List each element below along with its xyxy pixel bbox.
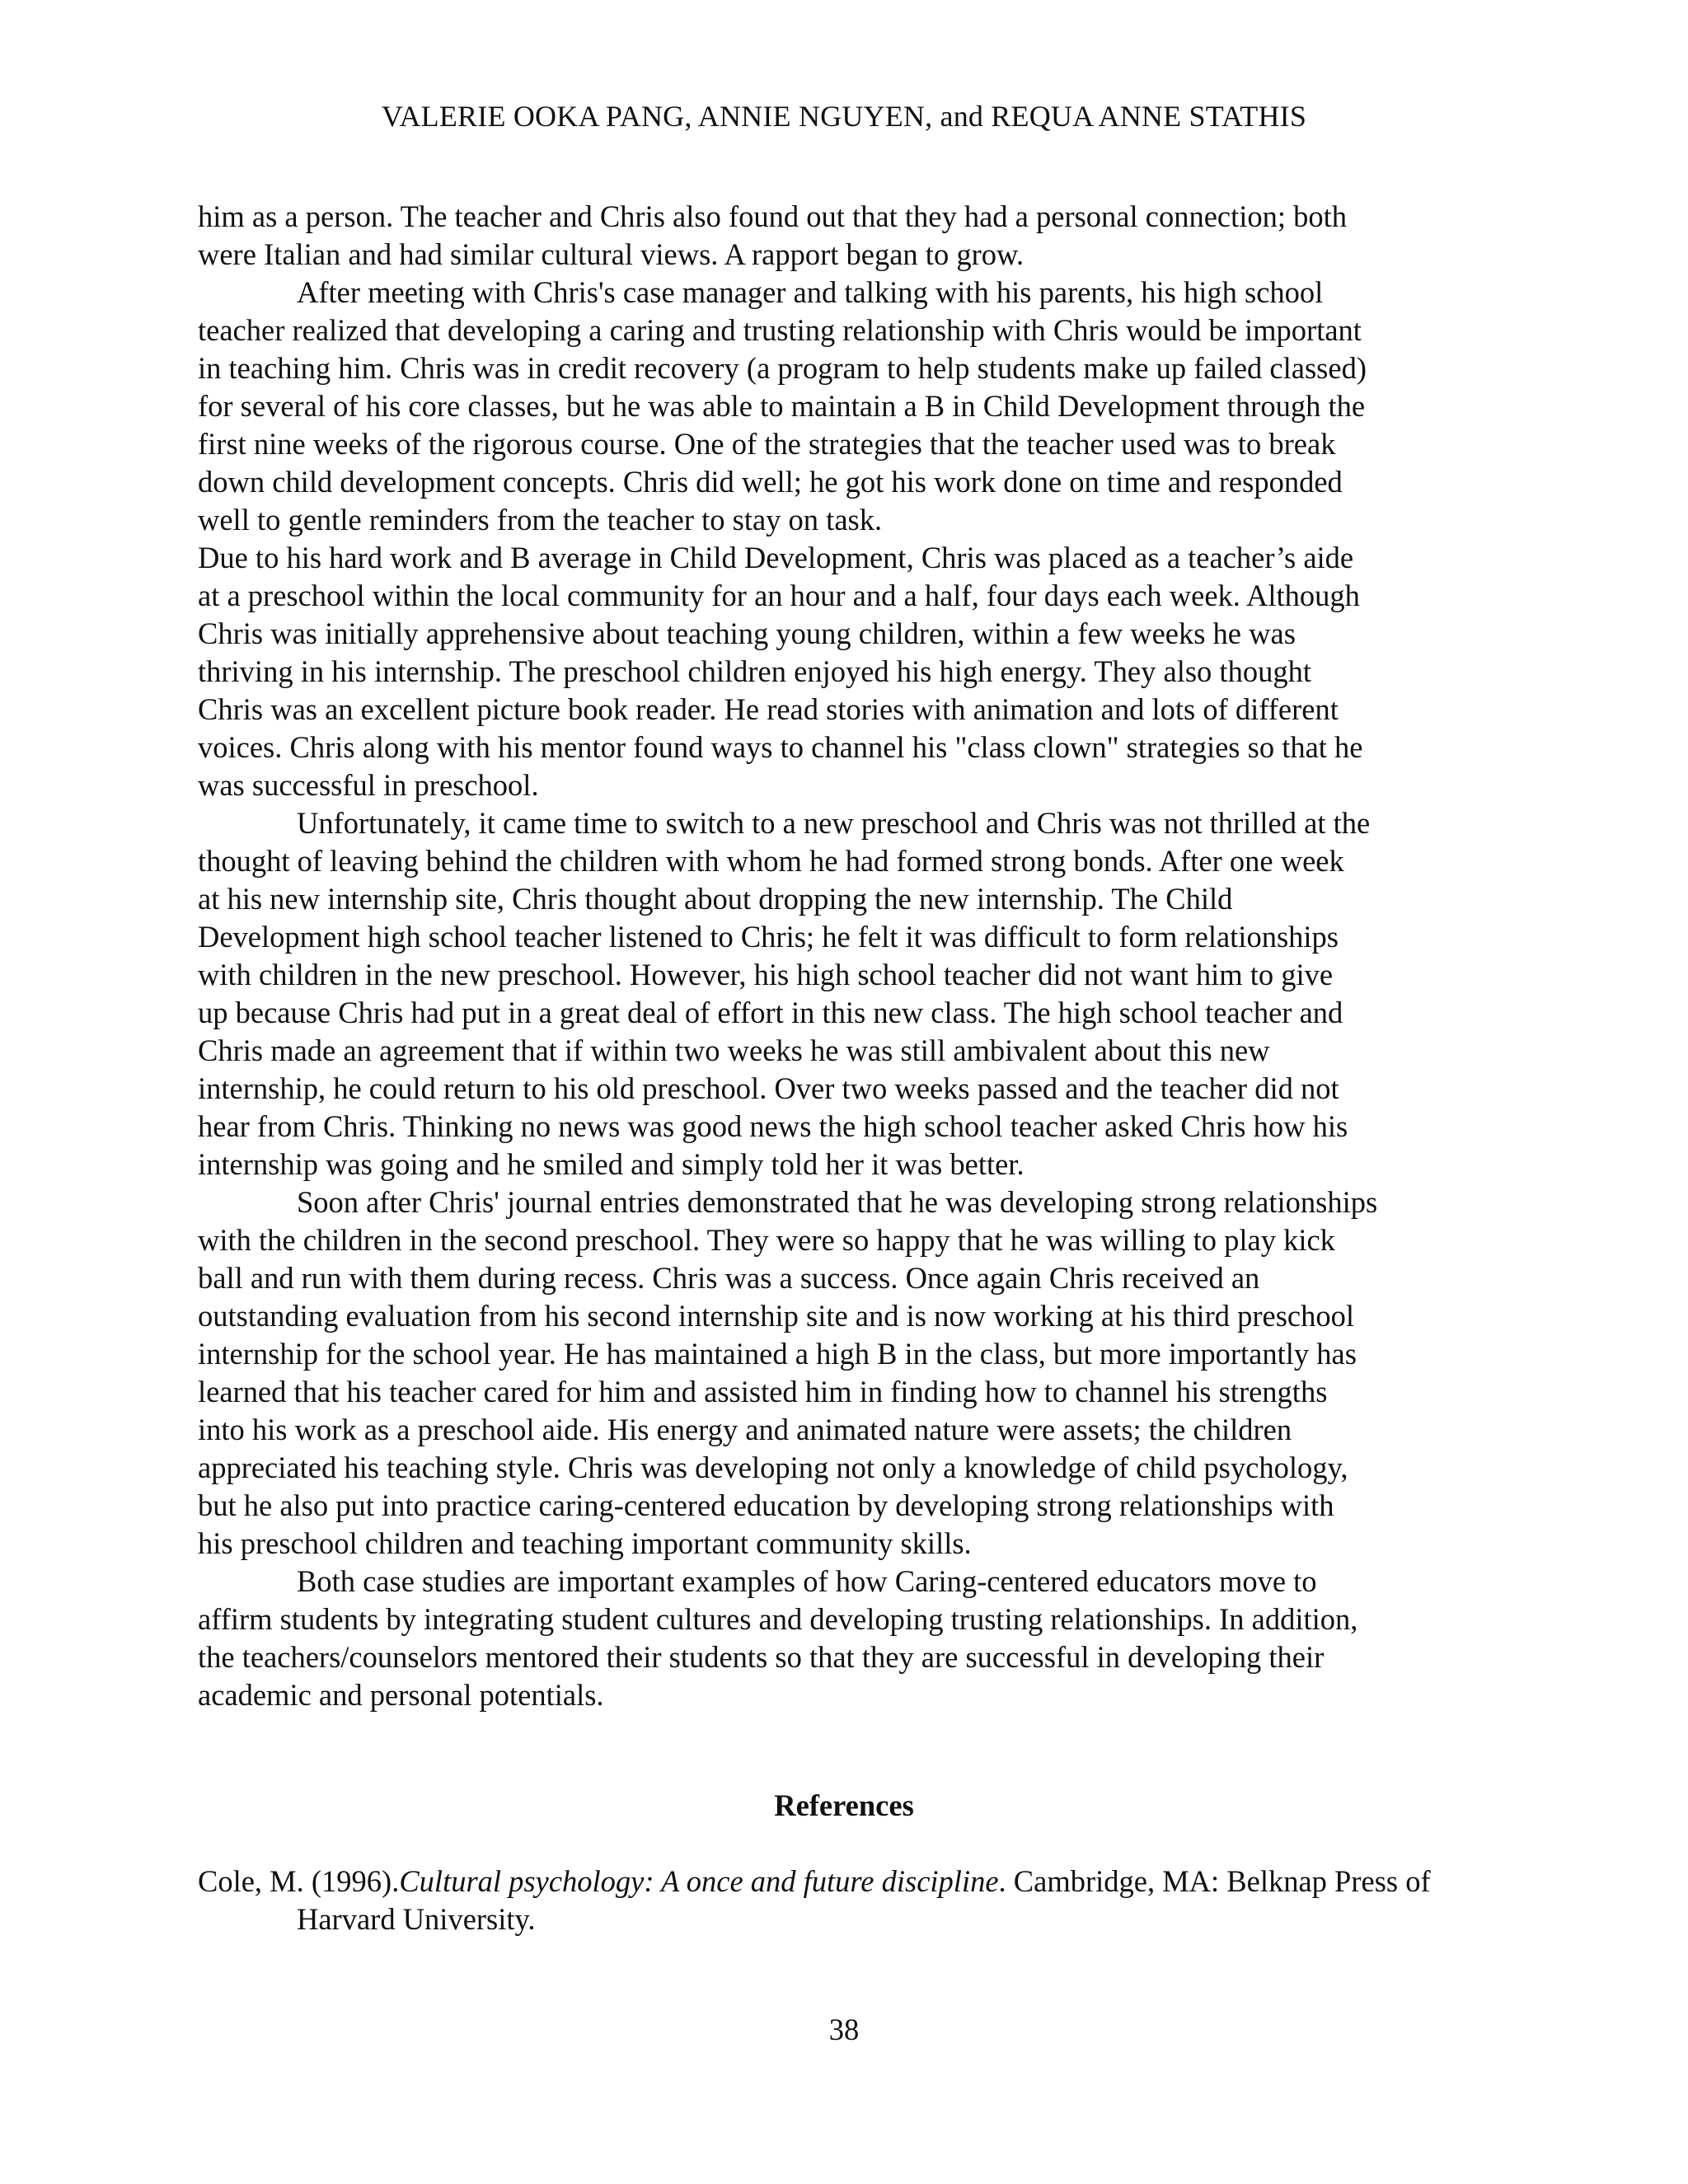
reference-author-year: Cole, M. (1996). <box>198 1864 400 1898</box>
article-body <box>198 198 1500 1714</box>
references-heading: References <box>774 1788 914 1822</box>
body-paragraph: him as a person. The teacher and Chris also found out that they had a personal connection; both were Italian and had similar cultural views. A rapport began to grow. <box>198 199 1348 271</box>
reference-publisher: . Cambridge, MA: Belknap Press of Harvard University. <box>297 1864 1431 1936</box>
body-paragraph: After meeting with Chris's case manager and talking with his parents, his high school teacher realized that developing a caring and trusting relationship with Chris would be important in teaching him. Chris was in credit recovery (a program to help students make up failed classed) for several of his core classes, but he was able to maintain a B in Child Development through the first nine weeks of the rigorous course. One of the strategies that the teacher used was to break down child development concepts. Chris did well; he got his work done on time and responded well to gentle reminders from the teacher to stay on task. <box>198 275 1367 537</box>
reference-title: Cultural psychology: A once and future discipline <box>399 1864 999 1898</box>
running-head-authors: VALERIE OOKA PANG, ANNIE NGUYEN, and REQUA ANNE STATHIS <box>381 100 1307 133</box>
page-number: 38 <box>828 2013 860 2046</box>
body-paragraph: Both case studies are important examples of how Caring-centered educators move to affirm students by integrating student cultures and developing trusting relationships. In addition, the teachers/counselors mentored their students so that they are successful in developing their academic and personal potentials. <box>198 1564 1358 1712</box>
body-paragraph: Soon after Chris' journal entries demonstrated that he was developing strong relationships with the children in the second preschool. They were so happy that he was willing to play kick ball and run with them during recess. Chris was a success. Once again Chris received an outstanding evaluation from his second internship site and is now working at his third preschool internship for the school year. He has maintained a high B in the class, but more importantly has learned that his teacher cared for him and assisted him in finding how to channel his strengths into his work as a preschool aide. His energy and animated nature were assets; the children appreciated his teaching style. Chris was developing not only a knowledge of child psychology, but he also put into practice caring-centered education by developing strong relationships with his preschool children and teaching important community skills. <box>198 1185 1378 1560</box>
body-paragraph: Unfortunately, it came time to switch to a new preschool and Chris was not thrilled at the thought of leaving behind the children with whom he had formed strong bonds. After one week at his new internship site, Chris thought about dropping the new internship. The Child Development high school teacher listened to Chris; he felt it was difficult to form relationships with children in the new preschool. However, his high school teacher did not want him to give up because Chris had put in a great deal of effort in this new class. The high school teacher and Chris made an agreement that if within two weeks he was still ambivalent about this new internship, he could return to his old preschool. Over two weeks passed and the teacher did not hear from Chris. Thinking no news was good news the high school teacher asked Chris how his internship was going and he smiled and simply told her it was better. <box>198 806 1371 1181</box>
reference-entry <box>198 1863 1500 1938</box>
body-paragraph: Due to his hard work and B average in Child Development, Chris was placed as a teacher’s aide at a preschool within the local community for an hour and a half, four days each week. Although Chris was initially apprehensive about teaching young children, within a few weeks he was thriving in his internship. The preschool children enjoyed his high energy. They also thought Chris was an excellent picture book reader. He read stories with animation and lots of different voices. Chris along with his mentor found ways to channel his "class clown" strategies so that he was successful in preschool. <box>198 541 1363 802</box>
